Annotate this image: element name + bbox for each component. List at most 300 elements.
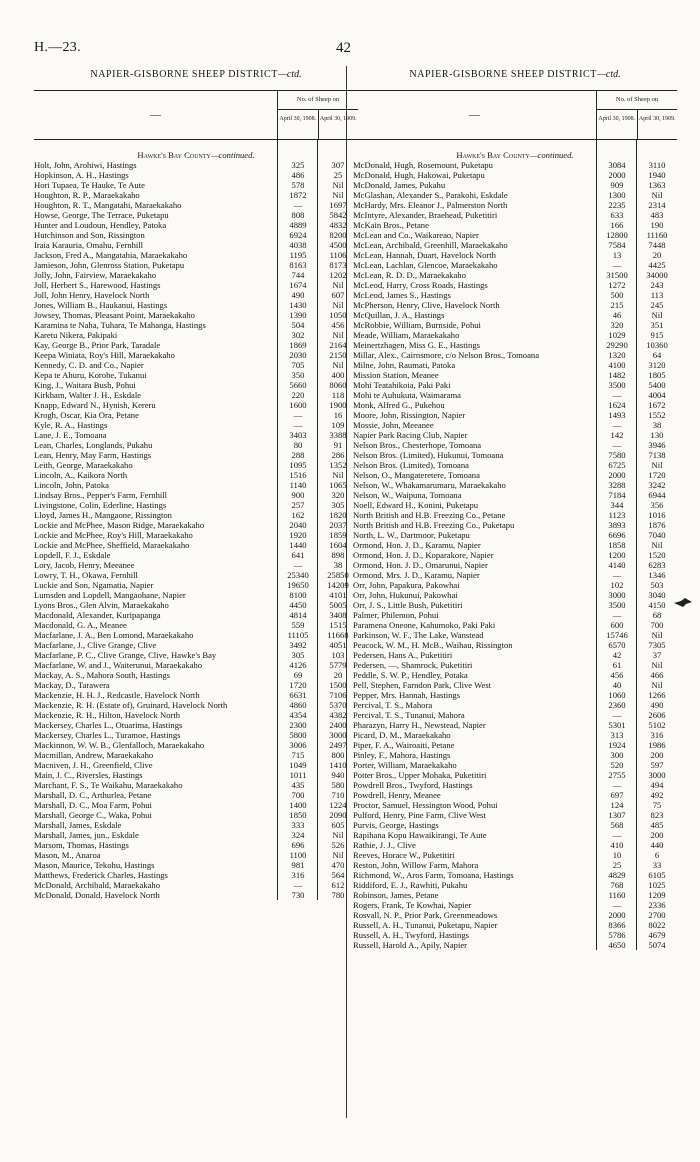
sheep-1909: Nil xyxy=(651,540,663,550)
header-year-1909: April 30, 1909. xyxy=(637,110,678,139)
owner-name: Jowsey, Thomas, Pleasant Point, Maraekakaho xyxy=(34,310,195,320)
table-row xyxy=(34,160,358,170)
table-row xyxy=(353,860,677,870)
owner-name: Joll, John Henry, Havelock North xyxy=(34,290,150,300)
table-row xyxy=(34,700,358,710)
sheep-1908: 2000 xyxy=(608,910,626,920)
table-row xyxy=(34,240,358,250)
owner-name: McDonald, Hugh, Hakowai, Puketapu xyxy=(353,170,485,180)
owner-name: Marshall, James, Eskdale xyxy=(34,820,122,830)
sheep-1909: 68 xyxy=(652,610,662,620)
table-row xyxy=(34,230,358,240)
sheep-1909: 37 xyxy=(652,650,662,660)
sheep-1909: 1352 xyxy=(329,460,347,470)
sheep-1908: 3288 xyxy=(608,480,626,490)
owner-name: Karetu Nikera, Pakipaki xyxy=(34,330,118,340)
sheep-1909: 10360 xyxy=(646,340,668,350)
sheep-1909: 3946 xyxy=(648,440,666,450)
sheep-1909: 118 xyxy=(331,390,345,400)
table-row xyxy=(34,720,358,730)
sheep-1908: 715 xyxy=(291,750,305,760)
owner-name: McLean, Lachlan, Glencoe, Maraekakaho xyxy=(353,260,498,270)
sheep-1909: 800 xyxy=(331,750,345,760)
sheep-1908: 600 xyxy=(610,620,624,630)
sheep-1908: 320 xyxy=(610,320,624,330)
sheep-1909: 4425 xyxy=(648,260,666,270)
sheep-1909: Nil xyxy=(332,190,344,200)
sheep-1908: 568 xyxy=(610,820,624,830)
owner-name: McLeod, James S., Hastings xyxy=(353,290,451,300)
sheep-1909: 11668 xyxy=(327,630,349,640)
owner-name: Pinley, F., Mahora, Hastings xyxy=(353,750,451,760)
sheep-1908: 80 xyxy=(293,440,303,450)
table-row xyxy=(353,260,677,270)
owner-name: Potter Bros., Upper Mohaka, Puketitiri xyxy=(353,770,487,780)
owner-name: Reeves, Horace W., Puketitiri xyxy=(353,850,455,860)
sheep-1908: 1307 xyxy=(608,810,626,820)
sheep-1908: 12800 xyxy=(606,230,628,240)
sheep-1909: 5400 xyxy=(648,380,666,390)
sheep-1909: 4500 xyxy=(329,240,347,250)
sheep-1909: Nil xyxy=(332,850,344,860)
sheep-1909: 5102 xyxy=(648,720,666,730)
table-row xyxy=(34,810,358,820)
table-row xyxy=(34,490,358,500)
sheep-1908: 500 xyxy=(610,290,624,300)
table-header xyxy=(34,90,358,140)
owner-name: Mackenzie, R. H. (Estate of), Gruinard, Havelock North xyxy=(34,700,228,710)
owner-name: Richmond, W., Aros Farm, Tomoana, Hastings xyxy=(353,870,514,880)
sheep-1908: 305 xyxy=(291,650,305,660)
table-row xyxy=(34,320,358,330)
table-row xyxy=(353,450,677,460)
table-row xyxy=(353,920,677,930)
sheep-1909: Nil xyxy=(332,180,344,190)
sheep-1908: 1060 xyxy=(608,690,626,700)
owner-name: McLean, R. D. D., Maraekakaho xyxy=(353,270,466,280)
owner-name: Kay, George B., Prior Park, Taradale xyxy=(34,340,161,350)
sheep-1909: 1720 xyxy=(648,470,666,480)
owner-name: Moore, John, Rissington, Napier xyxy=(353,410,466,420)
sheep-1908: 10 xyxy=(612,850,622,860)
sheep-1909: 1697 xyxy=(329,200,347,210)
column-title-text: NAPIER-GISBORNE SHEEP DISTRICT xyxy=(409,69,598,80)
sheep-1908: 324 xyxy=(291,830,305,840)
owner-name: Karamina te Naha, Tuhara, Te Mahanga, Hastings xyxy=(34,320,206,330)
table-row xyxy=(353,700,677,710)
sheep-1908: 1095 xyxy=(289,460,307,470)
table-row xyxy=(34,170,358,180)
table-row xyxy=(34,390,358,400)
table-row xyxy=(353,900,677,910)
sheep-1908: 40 xyxy=(612,680,622,690)
owner-name: Ormond, Hon. J. D., Koparakore, Napier xyxy=(353,550,494,560)
sheep-1908: 7580 xyxy=(608,450,626,460)
table-row xyxy=(34,420,358,430)
sheep-1909: 1410 xyxy=(329,760,347,770)
owner-name: Kepa te Ahuru, Korohe, Tukanui xyxy=(34,370,147,380)
owner-name: Macmillan, Andrew, Maraekakaho xyxy=(34,750,154,760)
sheep-1909: 3242 xyxy=(648,480,666,490)
sheep-1909: 200 xyxy=(650,830,664,840)
sheep-1908: 4650 xyxy=(608,940,626,950)
sheep-1909: 8173 xyxy=(329,260,347,270)
table-row xyxy=(34,510,358,520)
sheep-1908: 2030 xyxy=(289,350,307,360)
sheep-1908: 8100 xyxy=(289,590,307,600)
table-row xyxy=(353,500,677,510)
sheep-1909: 503 xyxy=(650,580,664,590)
table-row xyxy=(34,250,358,260)
sheep-1908: 1100 xyxy=(289,850,307,860)
sheep-1908: — xyxy=(293,420,303,430)
sheep-1909: 5842 xyxy=(329,210,347,220)
sheep-1908: 1049 xyxy=(289,760,307,770)
table-row xyxy=(353,240,677,250)
table-row xyxy=(353,390,677,400)
owner-name: Rapihana Kopu Hawaikirangi, Te Aute xyxy=(353,830,487,840)
sheep-1908: 1160 xyxy=(608,890,626,900)
owner-name: Kennedy, C. D. and Co., Napier xyxy=(34,360,144,370)
right-column xyxy=(353,68,677,950)
table-row xyxy=(34,550,358,560)
owner-name: Orr, John, Papakura, Pakowhai xyxy=(353,580,460,590)
sheep-1908: 6631 xyxy=(289,690,307,700)
table-row xyxy=(34,460,358,470)
owner-name: Nelson Bros., Chesterhope, Tomoana xyxy=(353,440,482,450)
sheep-1908: — xyxy=(612,570,622,580)
sheep-1908: 1390 xyxy=(289,310,307,320)
sheep-1908: — xyxy=(612,780,622,790)
sheep-1909: Nil xyxy=(332,360,344,370)
table-row xyxy=(34,600,358,610)
table-row xyxy=(353,690,677,700)
sheep-1908: 456 xyxy=(610,670,624,680)
owner-name: Jolly, John, Fairview, Maraekakaho xyxy=(34,270,157,280)
sheep-1908: 1123 xyxy=(608,510,626,520)
header-sheep-columns xyxy=(596,91,677,139)
owner-name: Russell, A. H., Twyford, Hastings xyxy=(353,930,469,940)
owner-name: Monk, Alfred G., Pukehou xyxy=(353,400,445,410)
sheep-1909: 2037 xyxy=(329,520,347,530)
owner-name: Nelson, W., Whakamarumaru, Maraekakaho xyxy=(353,480,506,490)
owner-name: Paramena Oneone, Kahumoko, Paki Paki xyxy=(353,620,496,630)
table-row xyxy=(34,360,358,370)
owner-name: McLean, Hannah, Duart, Havelock North xyxy=(353,250,496,260)
owner-name: McDonald, James, Pukahu xyxy=(353,180,446,190)
sheep-1908: 633 xyxy=(610,210,624,220)
sheep-1909: 1209 xyxy=(648,890,666,900)
sheep-1909: 580 xyxy=(331,780,345,790)
table-row xyxy=(353,440,677,450)
table-row xyxy=(34,750,358,760)
owner-name: Marsom, Thomas, Hastings xyxy=(34,840,129,850)
sheep-1908: 1674 xyxy=(289,280,307,290)
sheep-1909: 4051 xyxy=(329,640,347,650)
column-title-text: NAPIER-GISBORNE SHEEP DISTRICT xyxy=(90,69,279,80)
owner-name: Pedersen, —, Shamrock, Puketitiri xyxy=(353,660,473,670)
sheep-1908: 8163 xyxy=(289,260,307,270)
sheep-1908: 1400 xyxy=(289,800,307,810)
owner-name: Nelson, O., Mangateretere, Tomoana xyxy=(353,470,480,480)
table-row xyxy=(353,410,677,420)
owner-name: Knapp, Edward N., Hynish, Kereru xyxy=(34,400,156,410)
sheep-1909: 91 xyxy=(333,440,343,450)
owner-name: Peddle, S. W. P., Hendley, Potaka xyxy=(353,670,468,680)
table-row xyxy=(353,580,677,590)
sheep-1908: 4140 xyxy=(608,560,626,570)
table-row xyxy=(353,420,677,430)
sheep-1908: 1720 xyxy=(289,680,307,690)
owner-name: Mackay, A. S., Mahora South, Hastings xyxy=(34,670,170,680)
sheep-1909: Nil xyxy=(651,460,663,470)
sheep-1909: 564 xyxy=(331,870,345,880)
sheep-1909: 320 xyxy=(331,490,345,500)
table-row xyxy=(353,200,677,210)
owner-name: Russell, Harold A., Apily, Napier xyxy=(353,940,468,950)
sheep-1908: 69 xyxy=(293,670,303,680)
table-row xyxy=(353,810,677,820)
owner-name: North, L. W., Dartmoor, Puketapu xyxy=(353,530,470,540)
sheep-1908: 313 xyxy=(610,730,624,740)
table-row xyxy=(34,270,358,280)
sheep-1908: 520 xyxy=(610,760,624,770)
left-column xyxy=(34,68,358,900)
owner-name: Mackenzie, R. H., Hilton, Havelock North xyxy=(34,710,181,720)
owner-name: Lopdell, F. J., Eskdale xyxy=(34,550,111,560)
table-row xyxy=(353,710,677,720)
table-row xyxy=(34,260,358,270)
sheep-1909: 5370 xyxy=(329,700,347,710)
sheep-1908: — xyxy=(293,410,303,420)
owner-name: North British and H.B. Freezing Co., Petane xyxy=(353,510,506,520)
sheep-1908: 8366 xyxy=(608,920,626,930)
sheep-1908: 2755 xyxy=(608,770,626,780)
owner-name: McRobbie, William, Burnside, Pohui xyxy=(353,320,481,330)
owner-name: Mason, M., Anaroa xyxy=(34,850,101,860)
sheep-1908: 142 xyxy=(610,430,624,440)
sheep-1908: 486 xyxy=(291,170,305,180)
owner-name: Mackersey, Charles L., Otuarima, Hastings xyxy=(34,720,183,730)
sheep-1909: 2497 xyxy=(329,740,347,750)
table-row xyxy=(353,660,677,670)
table-row xyxy=(34,340,358,350)
sheep-1909: 7448 xyxy=(648,240,666,250)
table-row xyxy=(353,230,677,240)
column-title xyxy=(34,68,358,82)
sheep-1908: 302 xyxy=(291,330,305,340)
sheep-1908: 102 xyxy=(610,580,624,590)
owner-name: Hunter and Loudoun, Hendley, Patoka xyxy=(34,220,167,230)
section-heading xyxy=(353,150,677,160)
owner-name: Reston, John, Willow Farm, Mahora xyxy=(353,860,479,870)
sheep-1909: 1266 xyxy=(648,690,666,700)
owner-name: Ormond, Hon. J. D., Omarunui, Napier xyxy=(353,560,488,570)
owner-name: King, J., Waitara Bush, Pohui xyxy=(34,380,136,390)
sheep-1908: 61 xyxy=(612,660,622,670)
sheep-1908: 1272 xyxy=(608,280,626,290)
sheep-1909: 1604 xyxy=(329,540,347,550)
table-row xyxy=(353,470,677,480)
sheep-1909: 1346 xyxy=(648,570,666,580)
sheep-1908: 1858 xyxy=(608,540,626,550)
table-body xyxy=(34,140,358,900)
sheep-1908: 1850 xyxy=(289,810,307,820)
owner-name: Lory, Jacob, Henry, Meeanee xyxy=(34,560,135,570)
sheep-1908: 25 xyxy=(612,860,622,870)
sheep-1909: 75 xyxy=(652,800,662,810)
owner-name: McDonald, Archibald, Maraekakaho xyxy=(34,880,160,890)
owner-name: Jamieson, John, Glenross Station, Puketapu xyxy=(34,260,185,270)
sheep-1908: — xyxy=(612,390,622,400)
table-row xyxy=(34,310,358,320)
owner-name: Nelson Bros. (Limited), Hukunui, Tomoana xyxy=(353,450,504,460)
sheep-1908: 29290 xyxy=(606,340,628,350)
sheep-1908: 490 xyxy=(291,290,305,300)
sheep-1908: 13 xyxy=(612,250,622,260)
sheep-1908: 7184 xyxy=(608,490,626,500)
owner-name: McGlashan, Alexander S., Parakohi, Eskdale xyxy=(353,190,508,200)
owner-name: Marshall, George C., Waka, Pohui xyxy=(34,810,152,820)
sheep-1909: 20 xyxy=(652,250,662,260)
owner-name: Holt, John, Arohiwi, Hastings xyxy=(34,160,137,170)
table-row xyxy=(353,280,677,290)
owner-name: Macniven, J. H., Greenfield, Clive xyxy=(34,760,153,770)
owner-name: Lindsay Bros., Pepper's Farm, Fernhill xyxy=(34,490,168,500)
sheep-1908: 1482 xyxy=(608,370,626,380)
sheep-1909: 490 xyxy=(650,700,664,710)
table-row xyxy=(353,300,677,310)
sheep-1909: 3388 xyxy=(329,430,347,440)
sheep-1908: 2000 xyxy=(608,470,626,480)
table-row xyxy=(34,760,358,770)
sheep-1909: 33 xyxy=(652,860,662,870)
owner-name: Krogh, Oscar, Kia Ora, Petane xyxy=(34,410,139,420)
owner-name: Lean, Henry, May Farm, Hastings xyxy=(34,450,152,460)
owner-name: Percival, T. S., Tunanui, Mahora xyxy=(353,710,465,720)
owner-name: Powdrell Bros., Twyford, Hastings xyxy=(353,780,473,790)
sheep-1909: 8060 xyxy=(329,380,347,390)
sheep-1908: 1300 xyxy=(608,190,626,200)
sheep-1908: 1516 xyxy=(289,470,307,480)
table-row xyxy=(34,410,358,420)
owner-name: Marshall, D. C., Arthurlea, Petane xyxy=(34,790,152,800)
table-row xyxy=(353,330,677,340)
sheep-1908: 6924 xyxy=(289,230,307,240)
table-row xyxy=(353,530,677,540)
table-row xyxy=(353,570,677,580)
table-row xyxy=(34,220,358,230)
sheep-1908: 5800 xyxy=(289,730,307,740)
sheep-1908: 1011 xyxy=(289,770,307,780)
sheep-1908: 2040 xyxy=(289,520,307,530)
owner-name: McLean and Co., Waikareao, Napier xyxy=(353,230,479,240)
owner-name: McLean, Archibald, Greenhill, Maraekakaho xyxy=(353,240,508,250)
sheep-1908: 3492 xyxy=(289,640,307,650)
owner-name: Picard, D. M., Maraekakaho xyxy=(353,730,451,740)
table-row xyxy=(353,160,677,170)
sheep-1909: 1820 xyxy=(329,510,347,520)
table-row xyxy=(353,360,677,370)
sheep-1909: 2314 xyxy=(648,200,666,210)
owner-name: Mackersey, Charles L., Turamoe, Hastings xyxy=(34,730,181,740)
sheep-1908: 215 xyxy=(610,300,624,310)
sheep-1909: 1202 xyxy=(329,270,347,280)
owner-name: Robinson, James, Petane xyxy=(353,890,439,900)
sheep-1909: 1900 xyxy=(329,400,347,410)
owner-name: Pulford, Henry, Pine Farm, Clive West xyxy=(353,810,486,820)
sheep-1908: — xyxy=(612,440,622,450)
sheep-1908: 1920 xyxy=(289,530,307,540)
owner-name: Pepper, Mrs. Hannah, Hastings xyxy=(353,690,461,700)
owner-name: Lyons Bros., Glen Alvin, Maraekakaho xyxy=(34,600,169,610)
sheep-1908: 7584 xyxy=(608,240,626,250)
table-row xyxy=(34,520,358,530)
sheep-1909: Nil xyxy=(651,190,663,200)
sheep-1909: 4832 xyxy=(329,220,347,230)
owner-name: McDonald, Donald, Havelock North xyxy=(34,890,160,900)
owner-name: McHardy, Mrs. Eleanor J., Palmerston North xyxy=(353,200,508,210)
sheep-1908: 1872 xyxy=(289,190,307,200)
table-row xyxy=(34,670,358,680)
section-heading-text: Hawke's Bay County xyxy=(456,150,530,160)
sheep-1909: 8200 xyxy=(329,230,347,240)
sheep-1909: 14209 xyxy=(327,580,349,590)
table-row xyxy=(34,180,358,190)
sheep-1908: 316 xyxy=(291,870,305,880)
sheep-1909: 607 xyxy=(331,290,345,300)
sheep-1908: 641 xyxy=(291,550,305,560)
sheep-1909: 5005 xyxy=(329,600,347,610)
owner-name: Millar, Alex., Cairnsmore, c/o Nelson Bros., Tomoana xyxy=(353,350,540,360)
sheep-1908: 730 xyxy=(291,890,305,900)
table-row xyxy=(353,640,677,650)
owner-name: Lockie and McPhee, Roy's Hill, Maraekakaho xyxy=(34,530,193,540)
table-row xyxy=(353,400,677,410)
table-row xyxy=(353,370,677,380)
owner-name: Mackay, D., Tarawera xyxy=(34,680,110,690)
sheep-1909: 3000 xyxy=(329,730,347,740)
table-row xyxy=(34,870,358,880)
sheep-1908: 4126 xyxy=(289,660,307,670)
sheep-1909: 4150 xyxy=(648,600,666,610)
owner-name: Jones, William B., Haukanui, Hastings xyxy=(34,300,168,310)
table-row xyxy=(34,660,358,670)
sheep-1908: 2360 xyxy=(608,700,626,710)
table-row xyxy=(34,200,358,210)
sheep-1908: 1200 xyxy=(608,550,626,560)
owner-name: Houghton, R. T., Mangatahi, Maraekakaho xyxy=(34,200,182,210)
sheep-1909: 38 xyxy=(652,420,662,430)
table-row xyxy=(353,510,677,520)
sheep-1909: 1876 xyxy=(648,520,666,530)
sheep-1908: 6725 xyxy=(608,460,626,470)
sheep-1908: 2235 xyxy=(608,200,626,210)
table-row xyxy=(34,800,358,810)
sheep-1908: 4354 xyxy=(289,710,307,720)
table-row xyxy=(353,890,677,900)
table-row xyxy=(34,380,358,390)
sheep-1909: 25850 xyxy=(327,570,349,580)
owner-name: Lumsden and Lopdell, Mangaohane, Napier xyxy=(34,590,186,600)
sheep-1908: 697 xyxy=(610,790,624,800)
owner-name: Iraia Karauria, Omahu, Fernhill xyxy=(34,240,144,250)
owner-name: Houghton, R. P., Maraekakaho xyxy=(34,190,140,200)
sheep-1909: 710 xyxy=(331,790,345,800)
sheep-1909: Nil xyxy=(651,630,663,640)
sheep-1909: 1672 xyxy=(648,400,666,410)
sheep-1908: 504 xyxy=(291,320,305,330)
